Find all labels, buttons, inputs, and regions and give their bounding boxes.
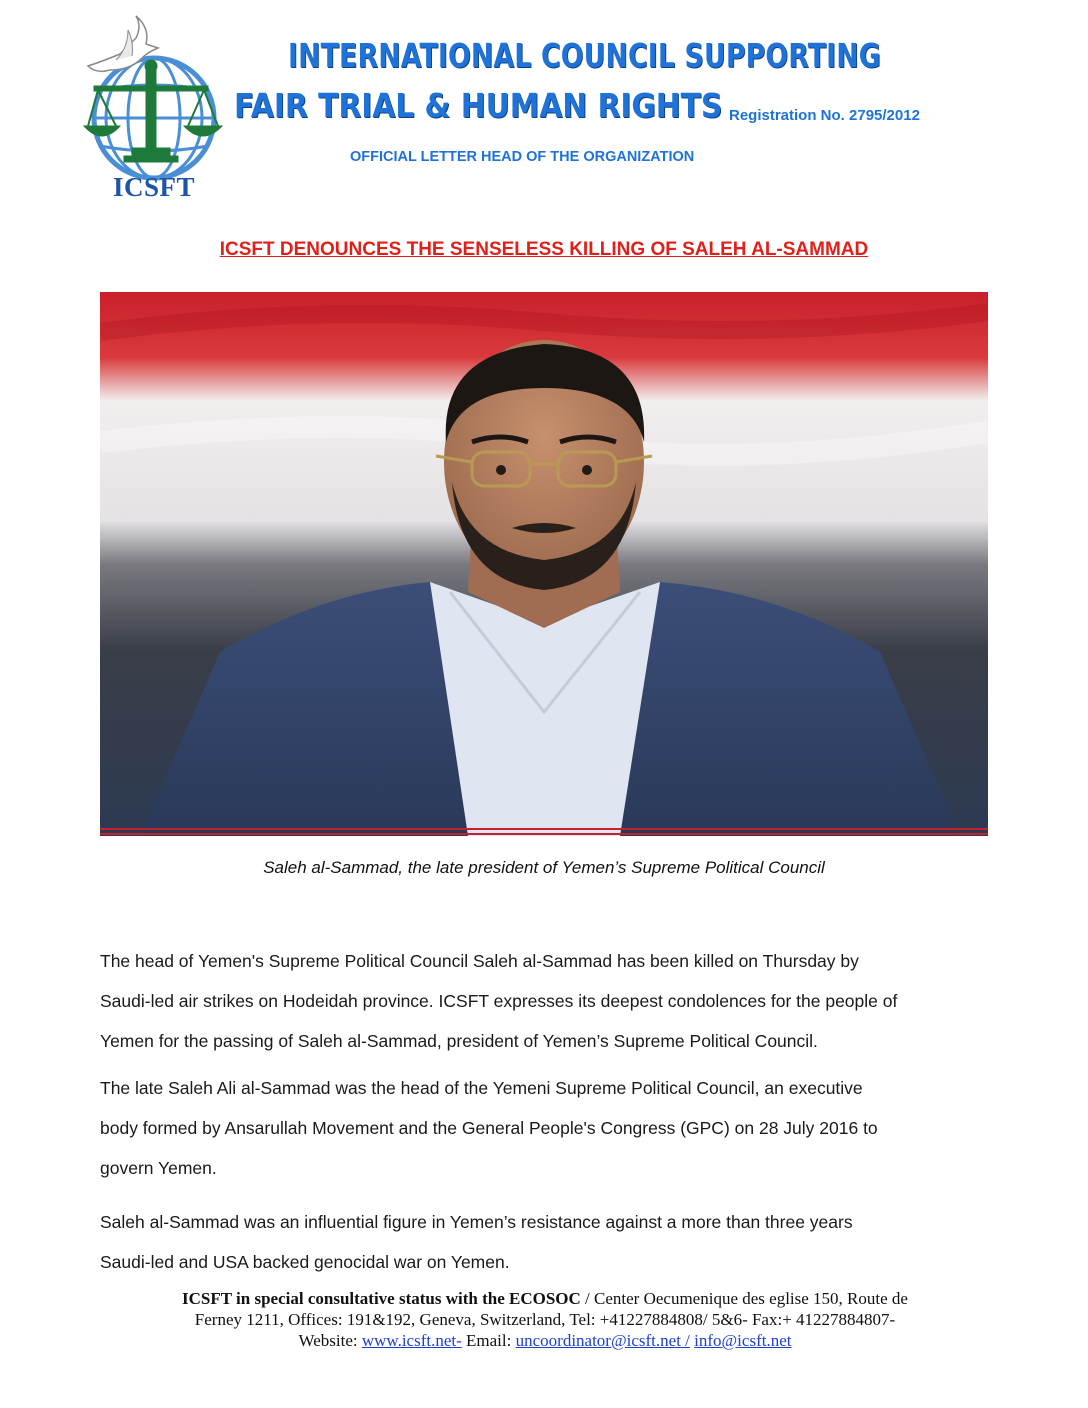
paragraph-line: Saleh al-Sammad was an influential figure in Yemen’s resistance against a more than three years	[100, 1212, 853, 1232]
portrait-photo	[100, 292, 988, 836]
registration-number: Registration No. 2795/2012	[729, 107, 920, 124]
paragraph-line: The late Saleh Ali al-Sammad was the head of the Yemeni Supreme Political Council, an executive	[100, 1078, 863, 1098]
body-paragraph	[100, 1202, 1000, 1282]
footer-line-1	[100, 1288, 990, 1309]
address-part-1: / Center Oecumenique des eglise 150, Route de	[580, 1289, 908, 1308]
letterhead-subtitle: OFFICIAL LETTER HEAD OF THE ORGANIZATION	[350, 149, 695, 165]
article-headline: ICSFT DENOUNCES THE SENSELESS KILLING OF SALEH AL-SAMMAD	[219, 239, 869, 260]
paragraph-line: govern Yemen.	[100, 1158, 217, 1178]
footer-contact-block	[100, 1288, 990, 1351]
paragraph-line: Yemen for the passing of Saleh al-Sammad, president of Yemen’s Supreme Political Council.	[100, 1031, 818, 1051]
footer-line-3	[100, 1330, 990, 1351]
paragraph-line: Saudi-led and USA backed genocidal war on Yemen.	[100, 1252, 510, 1272]
paragraph-line: The head of Yemen's Supreme Political Council Saleh al-Sammad has been killed on Thursday by	[100, 951, 859, 971]
website-label: Website:	[298, 1331, 362, 1350]
body-paragraph	[100, 1068, 1000, 1188]
organization-name-line1: INTERNATIONAL COUNCIL SUPPORTING	[288, 36, 881, 75]
logo-wordmark: ICSFT	[112, 172, 196, 202]
email-link-uncoordinator[interactable]: uncoordinator@icsft.net /	[515, 1331, 690, 1350]
body-paragraph	[100, 941, 1000, 1061]
paragraph-line: Saudi-led air strikes on Hodeidah province. ICSFT expresses its deepest condolences for the people of	[100, 991, 898, 1011]
footer-line-2: Ferney 1211, Offices: 191&192, Geneva, Switzerland, Tel: +41227884808/ 5&6- Fax:+ 41227884807-	[194, 1310, 896, 1329]
ecosoc-status: ICSFT in special consultative status with the ECOSOC	[182, 1289, 581, 1308]
website-link[interactable]: www.icsft.net-	[361, 1331, 462, 1350]
email-label: Email:	[461, 1331, 516, 1350]
organization-name-line2: FAIR TRIAL & HUMAN RIGHTS	[234, 86, 723, 125]
paragraph-line: body formed by Ansarullah Movement and the General People's Congress (GPC) on 28 July 2016 to	[100, 1118, 878, 1138]
email-link-info[interactable]: info@icsft.net	[694, 1331, 792, 1350]
photo-caption: Saleh al-Sammad, the late president of Yemen’s Supreme Political Council	[263, 858, 825, 877]
